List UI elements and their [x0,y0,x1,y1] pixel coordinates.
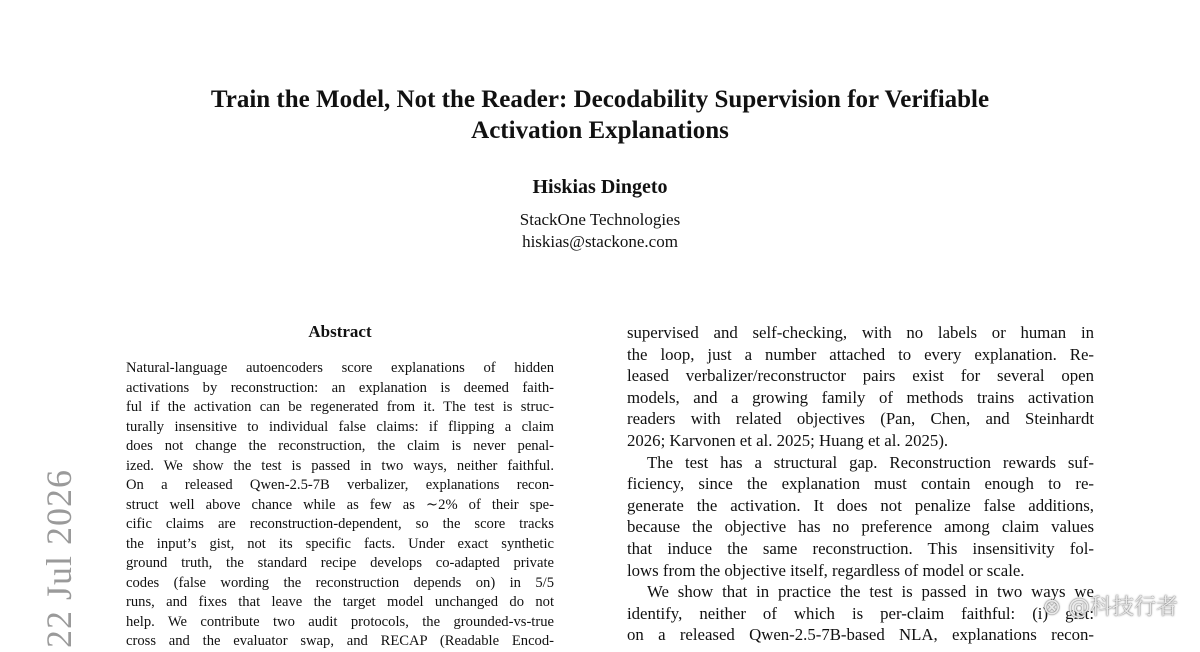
body-line: that induce the same reconstruction. This insensitivity fol- [627,538,1094,558]
body-line: on a released Qwen-2.5-7B-based NLA, explanations recon- [627,625,1094,645]
abstract-line: ful if the activation can be regenerated from it. The test is struc- [126,399,554,415]
body-line: 2026; Karvonen et al. 2025; Huang et al. 2025). [627,430,949,450]
abstract-line: ground truth, the standard recipe develops co-adapted private [126,555,554,571]
abstract-line: help. We contribute two audit protocols, the grounded-vs-true [126,613,554,630]
abstract-line: activations by reconstruction: an explanation is deemed faith- [126,379,554,396]
author-name: Hiskias Dingeto [532,176,668,198]
body-line: leased verbalizer/reconstructor pairs exist for several open [627,366,1094,386]
watermark-logo: ⊗ @科技行者 [1042,595,1178,620]
body-line: The test has a structural gap. Reconstruction rewards suf- [647,452,1094,472]
body-line: models, and a growing family of methods trains activation [627,387,1094,407]
body-line: the loop, just a number attached to every explanation. Re- [627,344,1094,364]
body-line: ficiency, since the explanation must contain enough to re- [627,474,1094,494]
author-email: hiskias@stackone.com [522,232,678,251]
abstract-line: cross and the evaluator swap, and RECAP (Readable Encod- [126,633,554,649]
abstract-line: does not change the reconstruction, the claim is never penal- [126,438,554,454]
author-affiliation-block [300,209,900,253]
body-line: because the objective has no preference among claim values [627,517,1094,537]
abstract-body [126,359,554,652]
body-line: We show that in practice the test is passed in two ways we [647,582,1094,602]
abstract-heading: Abstract [308,322,372,341]
abstract-line: codes (false wording the reconstruction depends on) in 5/5 [126,574,554,591]
body-line: readers with related objectives (Pan, Chen, and Steinhardt [627,409,1094,429]
abstract-line: turally insensitive to individual false claims: if flipping a claim [126,418,554,435]
body-line: identify, neither of which is per-claim faithful: (i) gist: [627,603,1094,623]
abstract-line: struct well above chance while as few as ∼2% of their spe- [126,496,554,513]
abstract-line: the input’s gist, not its specific facts. Under exact synthetic [126,535,554,552]
arxiv-date-stamp: 22 Jul 2026 [39,468,79,648]
body-line: generate the activation. It does not penalize false additions, [627,495,1094,515]
abstract-line: ized. We show the test is passed in two ways, neither faithful. [126,457,554,474]
body-text-column [627,322,1094,646]
abstract-line: runs, and fixes that leave the target model unchanged do not [126,594,554,610]
body-line: lows from the objective itself, regardless of model or scale. [627,560,1025,580]
body-line: supervised and self-checking, with no labels or human in [627,323,1094,342]
affiliation: StackOne Technologies [519,210,681,229]
title-line-1: Train the Model, Not the Reader: Decodability Supervision for Verifiable [210,86,990,113]
paper-title [120,84,1080,146]
title-line-2: Activation Explanations [471,117,729,144]
abstract-line: Natural-language autoencoders score explanations of hidden [126,360,554,376]
abstract-line: On a released Qwen-2.5-7B verbalizer, explanations recon- [126,477,554,493]
abstract-line: cific claims are reconstruction-dependent, so the score tracks [126,516,554,532]
